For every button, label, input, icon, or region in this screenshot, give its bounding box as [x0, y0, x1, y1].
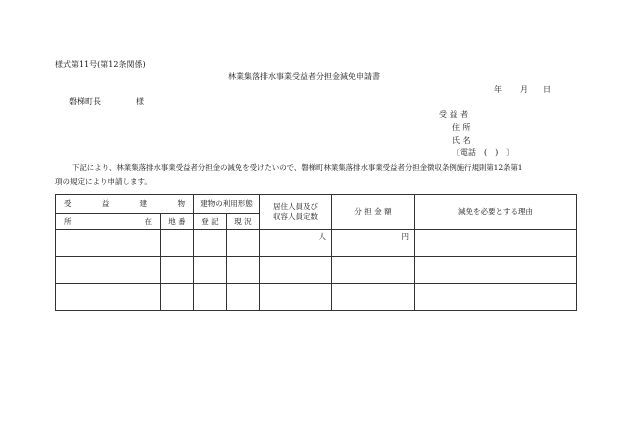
cell-reason[interactable] [415, 257, 577, 284]
unit-persons: 人 [318, 232, 326, 241]
date-year-label: 年 [494, 85, 502, 94]
applicant-name-label: 氏 名 [452, 136, 471, 145]
cell-location[interactable] [56, 284, 161, 311]
form-number: 様式第11号(第12条関係) [55, 60, 146, 69]
cell-residents[interactable] [260, 257, 332, 284]
header-location-char-2: 在 [144, 216, 152, 226]
cell-registered[interactable] [194, 257, 227, 284]
table-row [56, 230, 577, 257]
cell-lot-number[interactable] [161, 230, 194, 257]
header-building-char-2: 益 [101, 199, 110, 209]
header-residents-line-1: 居住人員及び [273, 202, 318, 212]
table-row [56, 257, 577, 284]
cell-share-amount[interactable] [332, 230, 415, 257]
cell-share-amount[interactable] [332, 257, 415, 284]
header-current: 現 況 [227, 214, 260, 230]
cell-registered[interactable] [194, 284, 227, 311]
header-lot-number: 地 番 [161, 214, 194, 230]
body-text-line-2: 項の規定により申請します。 [55, 177, 152, 186]
header-reduction-reason: 減免を必要とする理由 [415, 195, 577, 230]
cell-location[interactable] [56, 230, 161, 257]
cell-share-amount[interactable] [332, 284, 415, 311]
header-location [56, 214, 161, 230]
applicant-heading: 受 益 者 [439, 110, 469, 119]
header-share-amount: 分 担 金 額 [332, 195, 415, 230]
application-table [55, 194, 577, 311]
date-month-label: 月 [520, 85, 528, 94]
body-text-line-1: 下記により、林業集落排水事業受益者分担金の減免を受けたいので、磐梯町林業集落排水事業受益者分担金徴収条例施行規則第12条第1 [72, 163, 523, 172]
addressee-name: 磐梯町長 [69, 97, 101, 106]
header-usage-form: 建物の利用形態 [194, 195, 260, 214]
addressee-honorific: 様 [136, 97, 144, 106]
header-residents [260, 195, 332, 230]
cell-lot-number[interactable] [161, 257, 194, 284]
cell-current[interactable] [227, 257, 260, 284]
header-building-char-3: 建 [139, 199, 148, 209]
cell-reason[interactable] [415, 230, 577, 257]
header-registered: 登 記 [194, 214, 227, 230]
unit-yen: 円 [401, 232, 409, 241]
header-residents-line-2: 収容人員定数 [273, 212, 318, 221]
cell-current[interactable] [227, 230, 260, 257]
table-row [56, 284, 577, 311]
header-building-char-1: 受 [64, 199, 72, 209]
cell-current[interactable] [227, 284, 260, 311]
cell-reason[interactable] [415, 284, 577, 311]
cell-residents[interactable] [260, 284, 332, 311]
applicant-phone: 〔電話 ( ) 〕 [452, 148, 515, 157]
cell-registered[interactable] [194, 230, 227, 257]
date-day-label: 日 [543, 85, 551, 94]
table-header-row-1 [56, 195, 577, 214]
document-title: 林業集落排水事業受益者分担金減免申請書 [228, 72, 380, 81]
applicant-address-label: 住 所 [452, 123, 471, 132]
cell-residents[interactable] [260, 230, 332, 257]
cell-lot-number[interactable] [161, 284, 194, 311]
cell-location[interactable] [56, 257, 161, 284]
header-location-char-1: 所 [64, 216, 72, 226]
header-building-char-4: 物 [177, 199, 185, 209]
header-benefit-building [56, 195, 194, 214]
